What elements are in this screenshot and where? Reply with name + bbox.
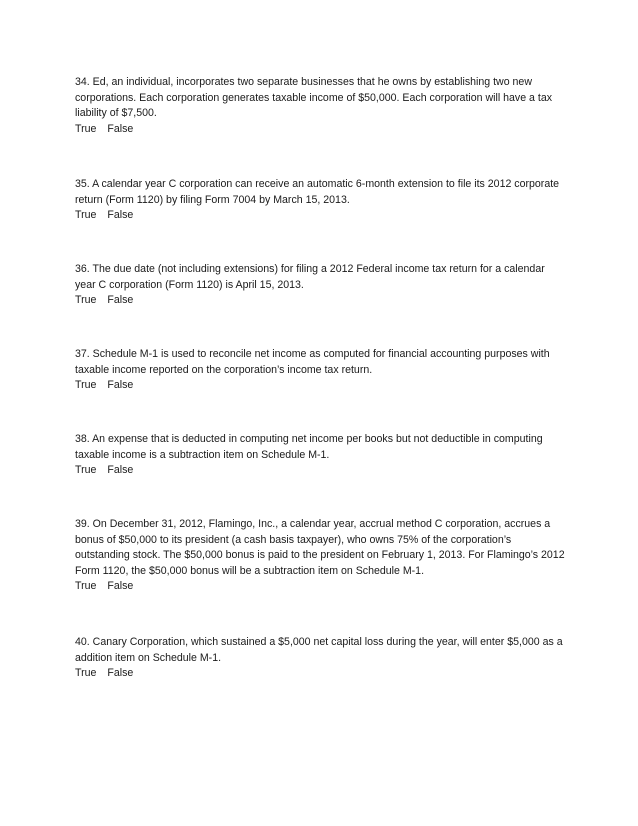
question-text xyxy=(75,347,565,378)
question-36 xyxy=(75,262,565,309)
true-option[interactable]: True xyxy=(75,580,97,593)
question-line: 36. The due date (not including extensions) for filing a 2012 Federal income tax return for a calendar xyxy=(75,263,545,275)
false-option[interactable]: False xyxy=(107,294,134,307)
false-option[interactable]: False xyxy=(107,580,134,593)
question-line: 34. Ed, an individual, incorporates two separate businesses that he owns by establishing two new xyxy=(75,76,532,88)
question-line: bonus of $50,000 to its president (a cash basis taxpayer), who owns 75% of the corporation’s xyxy=(75,533,512,546)
question-40 xyxy=(75,635,565,682)
question-line: taxable income reported on the corporation’s income tax return. xyxy=(75,363,373,376)
question-line: 35. A calendar year C corporation can receive an automatic 6-month extension to file its 2012 corporate xyxy=(75,178,560,190)
false-option[interactable]: False xyxy=(107,667,134,680)
question-text xyxy=(75,262,565,293)
question-35 xyxy=(75,177,565,224)
answer-options xyxy=(75,378,565,394)
false-option[interactable]: False xyxy=(107,209,134,222)
question-line: liability of $7,500. xyxy=(75,107,157,120)
answer-options xyxy=(75,293,565,309)
true-option[interactable]: True xyxy=(75,667,97,680)
question-text xyxy=(75,75,565,122)
question-37 xyxy=(75,347,565,394)
question-38 xyxy=(75,432,565,479)
question-line: 39. On December 31, 2012, Flamingo, Inc., a calendar year, accrual method C corporation, accrues a xyxy=(75,518,551,530)
question-39 xyxy=(75,517,565,595)
question-line: 40. Canary Corporation, which sustained a $5,000 net capital loss during the year, will enter $5,000 as a xyxy=(75,636,563,648)
question-line: Form 1120, the $50,000 bonus will be a subtraction item on Schedule M-1. xyxy=(75,564,425,577)
question-line: taxable income is a subtraction item on Schedule M-1. xyxy=(75,448,330,461)
answer-options xyxy=(75,463,565,479)
false-option[interactable]: False xyxy=(107,464,134,477)
question-line: year C corporation (Form 1120) is April 15, 2013. xyxy=(75,278,304,291)
question-line: 38. An expense that is deducted in computing net income per books but not deductible in computing xyxy=(75,433,543,445)
question-line: 37. Schedule M-1 is used to reconcile net income as computed for financial accounting purposes with xyxy=(75,348,550,360)
answer-options xyxy=(75,666,565,682)
question-text xyxy=(75,517,565,579)
true-option[interactable]: True xyxy=(75,122,97,135)
true-option[interactable]: True xyxy=(75,379,97,392)
question-line: corporations. Each corporation generates taxable income of $50,000. Each corporation will have a tax xyxy=(75,91,553,104)
answer-options xyxy=(75,579,565,595)
question-34 xyxy=(75,75,565,137)
true-option[interactable]: True xyxy=(75,209,97,222)
question-text xyxy=(75,635,565,666)
answer-options xyxy=(75,122,565,138)
false-option[interactable]: False xyxy=(107,379,134,392)
false-option[interactable]: False xyxy=(107,122,134,135)
true-option[interactable]: True xyxy=(75,294,97,307)
question-line: return (Form 1120) by filing Form 7004 by March 15, 2013. xyxy=(75,193,350,206)
answer-options xyxy=(75,208,565,224)
question-text xyxy=(75,177,565,208)
question-line: outstanding stock. The $50,000 bonus is paid to the president on February 1, 2013. For Flamingo’s 2012 xyxy=(75,549,565,562)
question-line: addition item on Schedule M-1. xyxy=(75,651,222,664)
true-option[interactable]: True xyxy=(75,464,97,477)
question-text xyxy=(75,432,565,463)
